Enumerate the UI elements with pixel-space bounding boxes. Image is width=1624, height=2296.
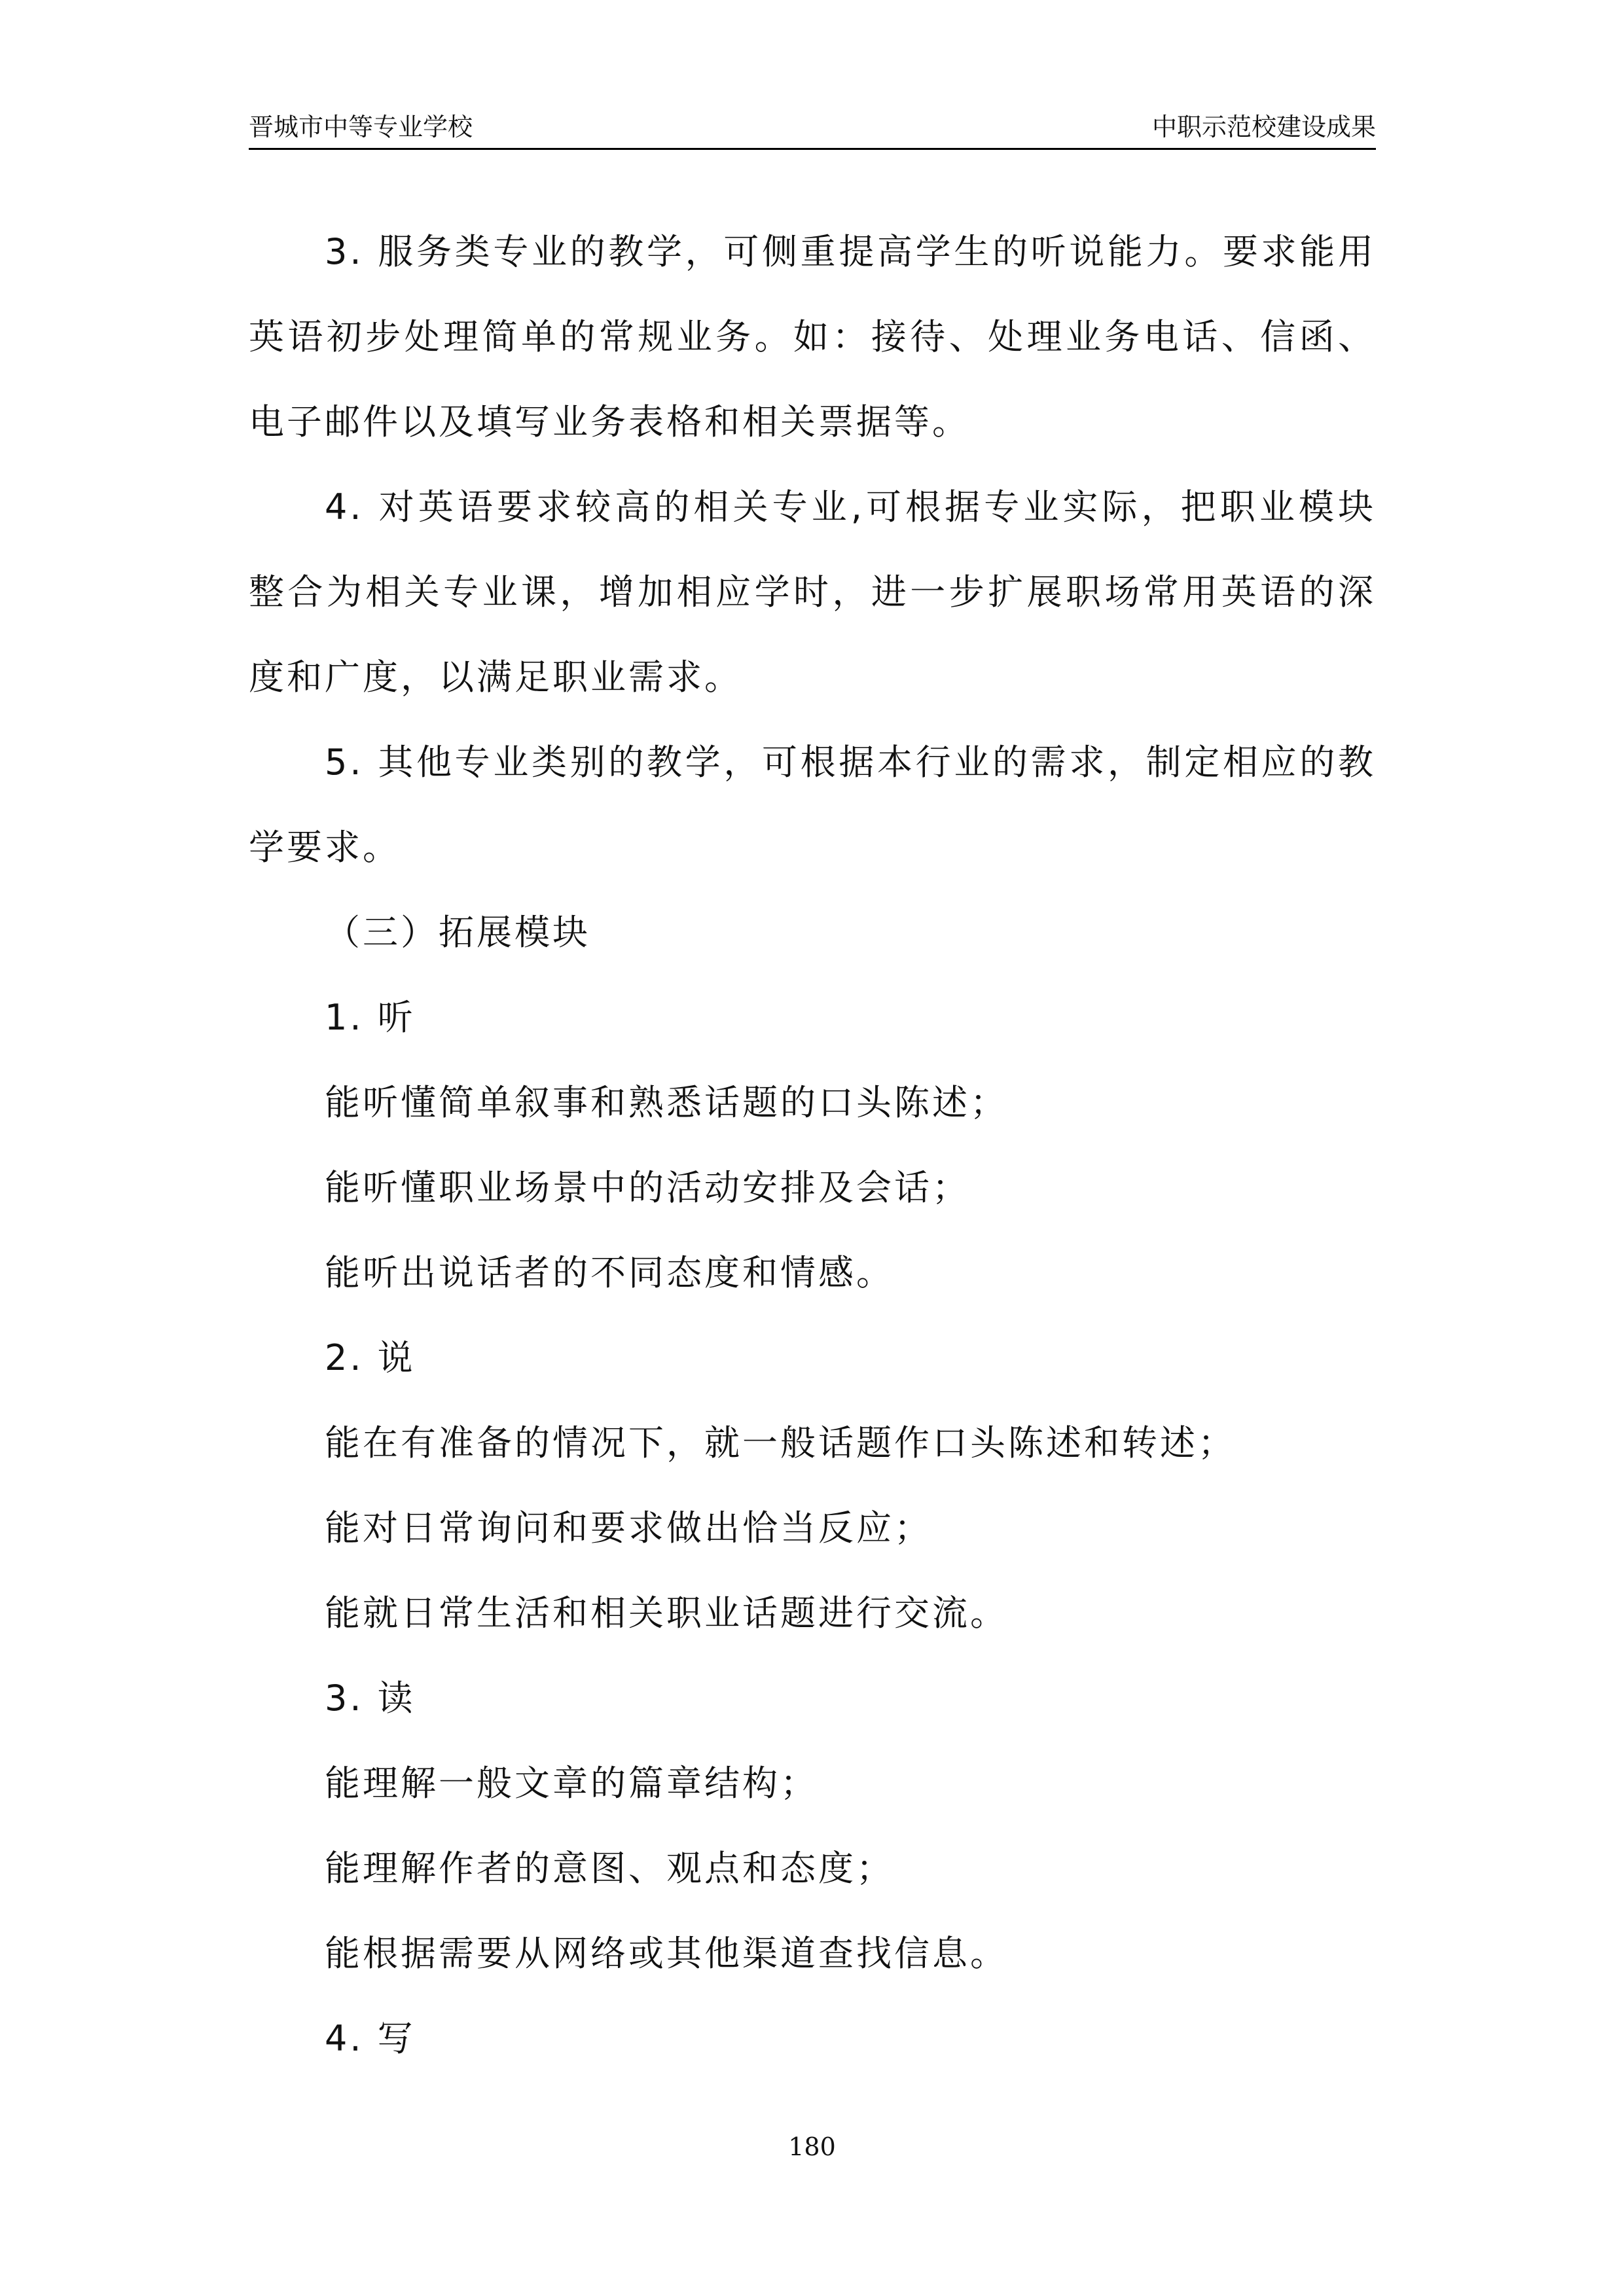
paragraph-service-majors: 3. 服务类专业的教学，可侧重提高学生的听说能力。要求能用英语初步处理简单的常规业务。如：接待、处理业务电话、信函、电子邮件以及填写业务表格和相关票据等。 <box>249 231 1376 442</box>
subheading-writing: 4. 写 <box>325 2018 416 2059</box>
speaking-item: 能在有准备的情况下，就一般话题作口头陈述和转述； <box>325 1422 1236 1463</box>
subheading-speaking: 2. 说 <box>325 1337 416 1378</box>
page-header <box>249 110 1376 150</box>
body-text <box>249 209 1376 2081</box>
listening-item: 能听出说话者的不同态度和情感。 <box>325 1252 894 1293</box>
paragraph-high-requirement-majors: 4. 对英语要求较高的相关专业,可根据专业实际，把职业模块整合为相关专业课，增加相应学时，进一步扩展职场常用英语的深度和广度，以满足职业需求。 <box>249 486 1376 698</box>
reading-item: 能根据需要从网络或其他渠道查找信息。 <box>325 1933 1008 1974</box>
page-number: 180 <box>788 2132 836 2161</box>
listening-item: 能听懂职业场景中的活动安排及会话； <box>325 1167 970 1208</box>
listening-item: 能听懂简单叙事和熟悉话题的口头陈述； <box>325 1082 1008 1123</box>
paragraph-other-majors: 5. 其他专业类别的教学，可根据本行业的需求，制定相应的教学要求。 <box>249 742 1376 868</box>
subheading-reading: 3. 读 <box>325 1677 416 1719</box>
header-document-title: 中职示范校建设成果 <box>1151 113 1376 141</box>
speaking-item: 能就日常生活和相关职业话题进行交流。 <box>325 1592 1008 1634</box>
reading-item: 能理解作者的意图、观点和态度； <box>325 1848 894 1889</box>
header-school-name: 晋城市中等专业学校 <box>249 113 473 141</box>
section-heading-extension-module: （三）拓展模块 <box>325 912 590 953</box>
speaking-item: 能对日常询问和要求做出恰当反应； <box>325 1507 932 1549</box>
reading-item: 能理解一般文章的篇章结构； <box>325 1763 818 1804</box>
subheading-listening: 1. 听 <box>325 997 416 1038</box>
